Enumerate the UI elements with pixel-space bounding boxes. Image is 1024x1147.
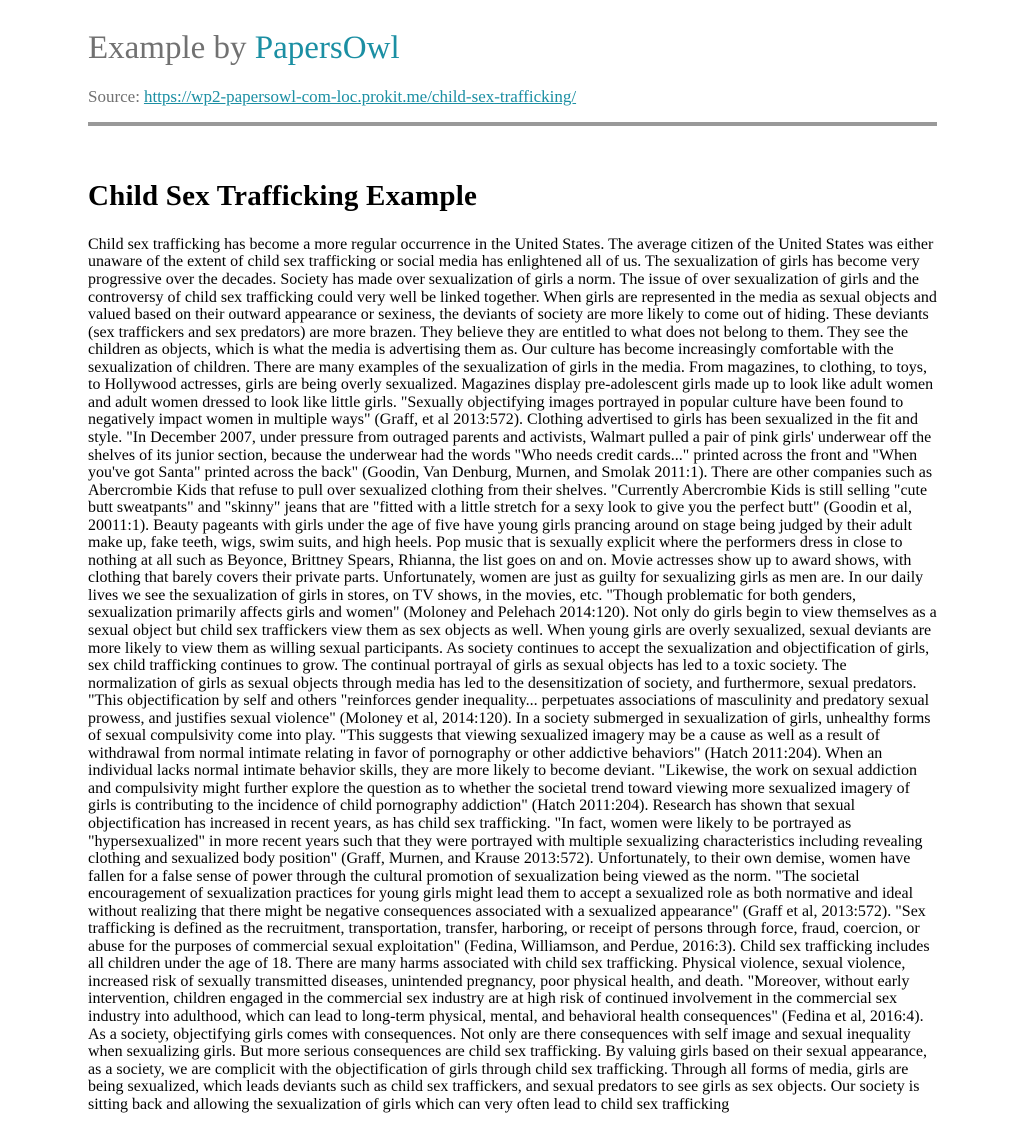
source-label: Source: [88, 86, 140, 106]
article-title: Child Sex Trafficking Example [88, 179, 478, 212]
source-line [88, 87, 937, 107]
brand-link[interactable]: PapersOwl [254, 30, 400, 66]
horizontal-rule [88, 122, 937, 126]
header-prefix: Example by [88, 30, 255, 66]
page-header [88, 30, 937, 68]
article-body: Child sex trafficking has become a more regular occurrence in the United States. The average citizen of the United States was either unaware of the extent of child sex trafficking or social media has enlightened all of us. The sexualization of girls has become very progressive over the decades. Society has made over sexualization of girls a norm. The issue of over sexualization of girls and the controversy of child sex trafficking could very well be linked together. When girls are represented in the media as sexual objects and valued based on their outward appearance or sexiness, the deviants of society are more likely to come out of hiding. These deviants (sex traffickers and sex predators) are more brazen. They believe they are entitled to what does not belong to them. They see the children as objects, which is what the media is advertising them as. Our culture has become increasingly comfortable with the sexualization of children. There are many examples of the sexualization of girls in the media. From magazines, to clothing, to toys, to Hollywood actresses, girls are being overly sexualized. Magazines display pre-adolescent girls made up to look like adult women and adult women dressed to look like little girls. "Sexually objectifying images portrayed in popular culture have been found to negatively impact women in multiple ways" (Graff, et al 2013:572). Clothing advertised to girls has been sexualized in the fit and style. "In December 2007, under pressure from outraged parents and activists, Walmart pulled a pair of pink girls' underwear off the shelves of its junior section, because the underwear had the words "Who needs credit cards..." printed across the front and "When you've got Santa" printed across the back" (Goodin, Van Denburg, Murnen, and Smolak 2011:1). There are other companies such as Abercrombie Kids that refuse to pull over sexualized clothing from their shelves. "Currently Abercrombie Kids is still selling "cute butt sweatpants" and "skinny" jeans that are "fitted with a little stretch for a sexy look to give you the perfect butt" (Goodin et al, 20011:1). Beauty pageants with girls under the age of five have young girls prancing around on stage being judged by their adult make up, fake teeth, wigs, swim suits, and high heels. Pop music that is sexually explicit where the performers dress in close to nothing at all such as Beyonce, Brittney Spears, Rhianna, the list goes on and on. Movie actresses show up to award shows, with clothing that barely covers their private parts. Unfortunately, women are just as guilty for sexualizing girls as men are. In our daily lives we see the sexualization of girls in stores, on TV shows, in the movies, etc. "Though problematic for both genders, sexualization primarily affects girls and women" (Moloney and Pelehach 2014:120). Not only do girls begin to view themselves as a sexual object but child sex traffickers view them as sex objects as well. When young girls are overly sexualized, sexual deviants are more likely to view them as willing sexual participants. As society continues to accept the sexualization and objectification of girls, sex child trafficking continues to grow. The continual portrayal of girls as sexual objects has led to a toxic society. The normalization of girls as sexual objects through media has led to the desensitization of society, and furthermore, sexual predators. "This objectification by self and others "reinforces gender inequality... perpetuates associations of masculinity and predatory sexual prowess, and justifies sexual violence" (Moloney et al, 2014:120). In a society submerged in sexualization of girls, unhealthy forms of sexual compulsivity come into play. "This suggests that viewing sexualized imagery may be a cause as well as a result of withdrawal from normal intimate relating in favor of pornography or other addictive behaviors" (Hatch 2011:204). When an individual lacks normal intimate behavior skills, they are more likely to become deviant. "Likewise, the work on sexual addiction and compulsivity might further explore the question as to whether the societal trend toward viewing more sexualized imagery of girls is contributing to the incidence of child pornography addiction" (Hatch 2011:204). Research has shown that sexual objectification has increased in recent years, as has child sex trafficking. "In fact, women were likely to be portrayed as "hypersexualized" in more recent years such that they were portrayed with multiple sexualizing characteristics including revealing clothing and sexualized body position" (Graff, Murnen, and Krause 2013:572). Unfortunately, to their own demise, women have fallen for a false sense of power through the cultural promotion of sexualization being viewed as the norm. "The societal encouragement of sexualization practices for young girls might lead them to accept a sexualized role as both normative and ideal without realizing that there might be negative consequences associated with a sexualized appearance" (Graff et al, 2013:572). "Sex trafficking is defined as the recruitment, transportation, transfer, harboring, or receipt of persons through force, fraud, coercion, or abuse for the purposes of commercial sexual exploitation" (Fedina, Williamson, and Perdue, 2016:3). Child sex trafficking includes all children under the age of 18. There are many harms associated with child sex trafficking. Physical violence, sexual violence, increased risk of sexually transmitted diseases, unintended pregnancy, poor physical health, and death. "Moreover, without early intervention, children engaged in the commercial sex industry are at high risk of continued involvement in the commercial sex industry into adulthood, which can lead to long-term physical, mental, and behavioral health consequences" (Fedina et al, 2016:4). As a society, objectifying girls comes with consequences. Not only are there consequences with self image and sexual inequality when sexualizing girls. But more serious consequences are child sex trafficking. By valuing girls based on their sexual appearance, as a society, we are complicit with the objectification of girls through child sex trafficking. Through all forms of media, girls are being sexualized, which leads deviants such as child sex traffickers, and sexual predators to see girls as sex objects. Our society is sitting back and allowing the sexualization of girls which can very often lead to child sex trafficking [88, 235, 937, 1113]
source-link[interactable]: https://wp2-papersowl-com-loc.prokit.me/child-sex-trafficking/ [143, 86, 577, 106]
